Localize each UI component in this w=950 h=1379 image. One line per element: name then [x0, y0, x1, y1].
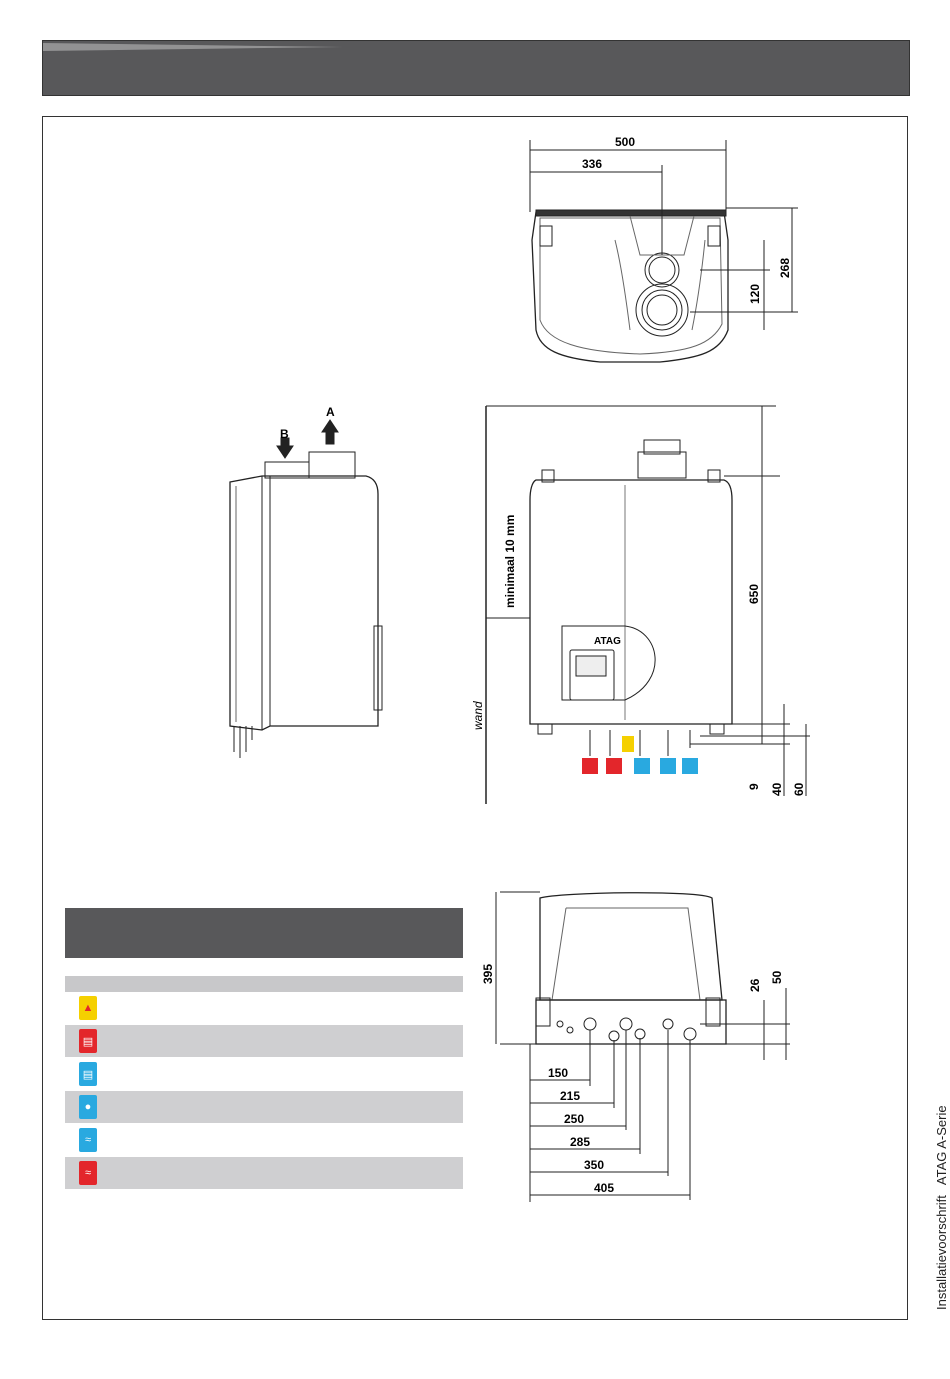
legend-row — [65, 1124, 463, 1157]
side-footer-text — [934, 1105, 949, 1320]
cold-water-icon — [682, 758, 698, 774]
document-title: Installatievoorschrift — [934, 1195, 949, 1310]
wall-label: wand — [471, 701, 485, 730]
dim-120: 120 — [748, 283, 762, 304]
dim-150: 150 — [548, 1066, 569, 1080]
arrow-a-label: A — [326, 405, 335, 419]
series-title: ATAG A-Serie — [934, 1105, 949, 1186]
dim-285: 285 — [570, 1135, 591, 1149]
top-view-drawing — [530, 140, 798, 362]
dim-350: 350 — [584, 1158, 605, 1172]
legend-row — [65, 1025, 463, 1058]
legend-header — [65, 908, 463, 958]
shower-hot-icon — [606, 758, 622, 774]
legend-row — [65, 1157, 463, 1190]
heating-return-icon: ▤ — [79, 1062, 97, 1086]
arrow-b-label: B — [280, 427, 289, 441]
cold-water-icon: ● — [79, 1095, 97, 1119]
bottom-view-drawing — [496, 892, 790, 1202]
dim-650: 650 — [747, 583, 761, 604]
dim-268: 268 — [778, 257, 792, 278]
gas-flame-icon — [622, 736, 634, 752]
min-distance-label: minimaal 10 mm — [503, 514, 517, 608]
side-view-drawing — [230, 420, 382, 758]
dim-250: 250 — [564, 1112, 585, 1126]
front-view-drawing — [486, 406, 810, 804]
gas-flame-icon: ▲ — [79, 996, 97, 1020]
legend-subheader — [65, 976, 463, 992]
heating-supply-icon: ▤ — [79, 1029, 97, 1053]
shower-cold-icon — [634, 758, 650, 774]
heating-return-icon — [660, 758, 676, 774]
legend-row — [65, 1058, 463, 1091]
dim-215: 215 — [560, 1089, 581, 1103]
dim-26: 26 — [748, 978, 762, 992]
shower-cold-icon: ≈ — [79, 1128, 97, 1152]
dim-405: 405 — [594, 1181, 615, 1195]
legend-row — [65, 992, 463, 1025]
dim-60: 60 — [792, 782, 806, 796]
dim-395: 395 — [481, 963, 495, 984]
dim-500: 500 — [615, 135, 636, 149]
heating-supply-icon — [582, 758, 598, 774]
legend-row — [65, 1091, 463, 1124]
connection-legend — [65, 908, 463, 1190]
dim-336: 336 — [582, 157, 603, 171]
shower-hot-icon: ≈ — [79, 1161, 97, 1185]
dim-9: 9 — [747, 783, 761, 790]
dim-40: 40 — [770, 782, 784, 796]
dim-50: 50 — [770, 970, 784, 984]
brand-logo: ATAG — [594, 636, 621, 647]
